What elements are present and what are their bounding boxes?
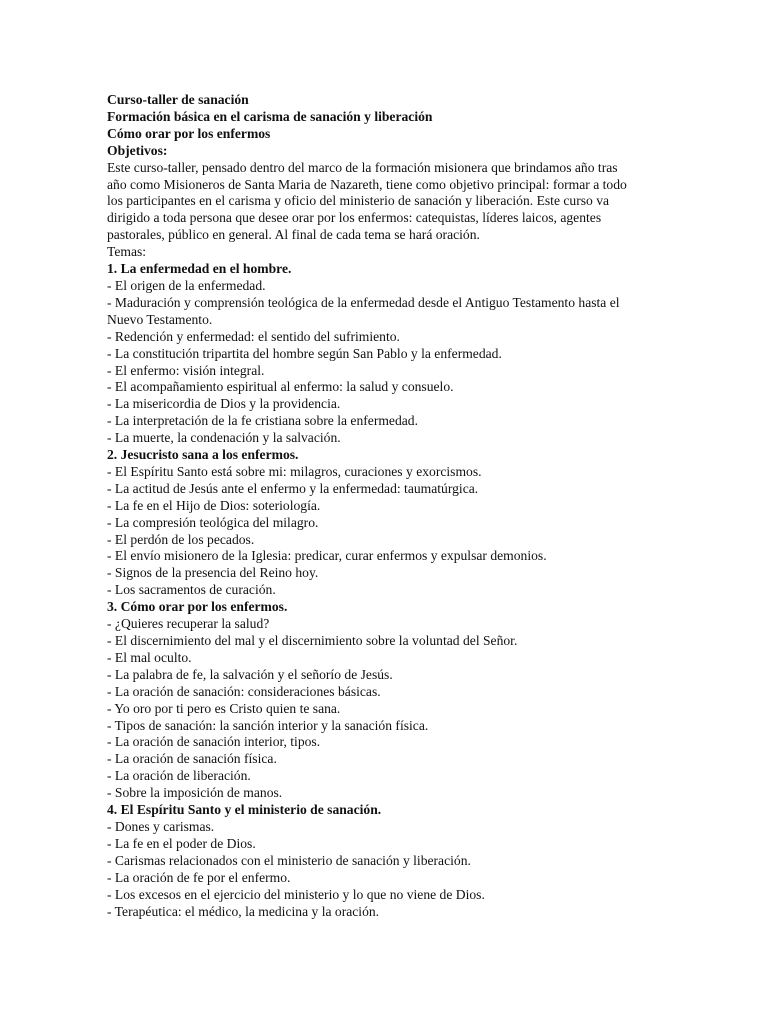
- intro-line: los participantes en el carisma y oficio del ministerio de sanación y liberación. Este curso va: [107, 193, 610, 209]
- list-item: - La oración de fe por el enfermo.: [107, 869, 291, 885]
- list-item: - La muerte, la condenación y la salvación.: [107, 430, 341, 446]
- list-item: Nuevo Testamento.: [107, 311, 213, 327]
- intro-line: dirigido a toda persona que desee orar por los enfermos: catequistas, líderes laicos, agentes: [107, 210, 602, 226]
- list-item: - La oración de sanación interior, tipos.: [107, 734, 321, 750]
- list-item: - Tipos de sanación: la sanción interior y la sanación física.: [107, 717, 429, 733]
- list-item: - Los excesos en el ejercicio del ministerio y lo que no viene de Dios.: [107, 886, 485, 902]
- list-item: - La fe en el poder de Dios.: [107, 835, 256, 851]
- document-page: [107, 92, 707, 920]
- list-item: - ¿Quieres recuperar la salud?: [107, 616, 270, 632]
- list-item: - El enfermo: visión integral.: [107, 362, 265, 378]
- section-3: [107, 599, 707, 802]
- section-1: [107, 261, 707, 447]
- list-item: - La oración de liberación.: [107, 768, 251, 784]
- list-item: - Signos de la presencia del Reino hoy.: [107, 565, 319, 581]
- list-item: - La actitud de Jesús ante el enfermo y la enfermedad: taumatúrgica.: [107, 480, 479, 496]
- list-item: - Maduración y comprensión teológica de la enfermedad desde el Antiguo Testamento hasta el: [107, 294, 620, 310]
- list-item: - El discernimiento del mal y el discernimiento sobre la voluntad del Señor.: [107, 633, 518, 648]
- list-item: - La oración de sanación: consideraciones básicas.: [107, 683, 381, 699]
- section-heading: 3. Cómo orar por los enfermos.: [107, 599, 288, 615]
- list-item: - El acompañamiento espiritual al enfermo: la salud y consuelo.: [107, 379, 454, 395]
- list-item: - Carismas relacionados con el ministerio de sanación y liberación.: [107, 852, 471, 868]
- section-2: [107, 447, 707, 599]
- list-item: - El Espíritu Santo está sobre mi: milagros, curaciones y exorcismos.: [107, 463, 482, 479]
- list-item: - El perdón de los pecados.: [107, 531, 255, 547]
- list-item: - La constitución tripartita del hombre según San Pablo y la enfermedad.: [107, 345, 502, 361]
- list-item: - Yo oro por ti pero es Cristo quien te sana.: [107, 700, 341, 716]
- list-item: - Terapéutica: el médico, la medicina y la oración.: [107, 903, 380, 919]
- list-item: - La palabra de fe, la salvación y el señorío de Jesús.: [107, 666, 393, 682]
- intro-line: Este curso-taller, pensado dentro del marco de la formación misionera que brindamos año tras: [107, 159, 618, 175]
- list-item: - Sobre la imposición de manos.: [107, 785, 283, 801]
- themes-label: Temas:: [107, 244, 147, 260]
- objectives-label: Objetivos:: [107, 142, 168, 158]
- list-item: - Dones y carismas.: [107, 818, 215, 834]
- list-item: - La interpretación de la fe cristiana sobre la enfermedad.: [107, 413, 418, 429]
- list-item: - La oración de sanación física.: [107, 751, 277, 767]
- document-title: Curso-taller de sanación: [107, 92, 249, 107]
- section-heading: 1. La enfermedad en el hombre.: [107, 261, 292, 277]
- document-subtitle: Formación básica en el carisma de sanación y liberación: [107, 108, 433, 124]
- section-4: [107, 802, 707, 920]
- intro-line: año como Misioneros de Santa Maria de Nazareth, tiene como objetivo principal: formar a todo: [107, 176, 627, 192]
- list-item: - La fe en el Hijo de Dios: soteriología.: [107, 497, 321, 513]
- list-item: - Redención y enfermedad: el sentido del sufrimiento.: [107, 328, 400, 344]
- intro-paragraph: [107, 160, 707, 245]
- list-item: - Los sacramentos de curación.: [107, 582, 276, 598]
- list-item: - El mal oculto.: [107, 649, 192, 665]
- list-item: - La misericordia de Dios y la providencia.: [107, 396, 341, 412]
- list-item: - El origen de la enfermedad.: [107, 277, 266, 293]
- list-item: - La compresión teológica del milagro.: [107, 514, 319, 530]
- list-item: - El envío misionero de la Iglesia: predicar, curar enfermos y expulsar demonios.: [107, 548, 547, 564]
- document-subtitle-2: Cómo orar por los enfermos: [107, 125, 271, 141]
- intro-line: pastorales, público en general. Al final de cada tema se hará oración.: [107, 227, 480, 243]
- section-heading: 2. Jesucristo sana a los enfermos.: [107, 447, 299, 463]
- section-heading: 4. El Espíritu Santo y el ministerio de sanación.: [107, 802, 382, 818]
